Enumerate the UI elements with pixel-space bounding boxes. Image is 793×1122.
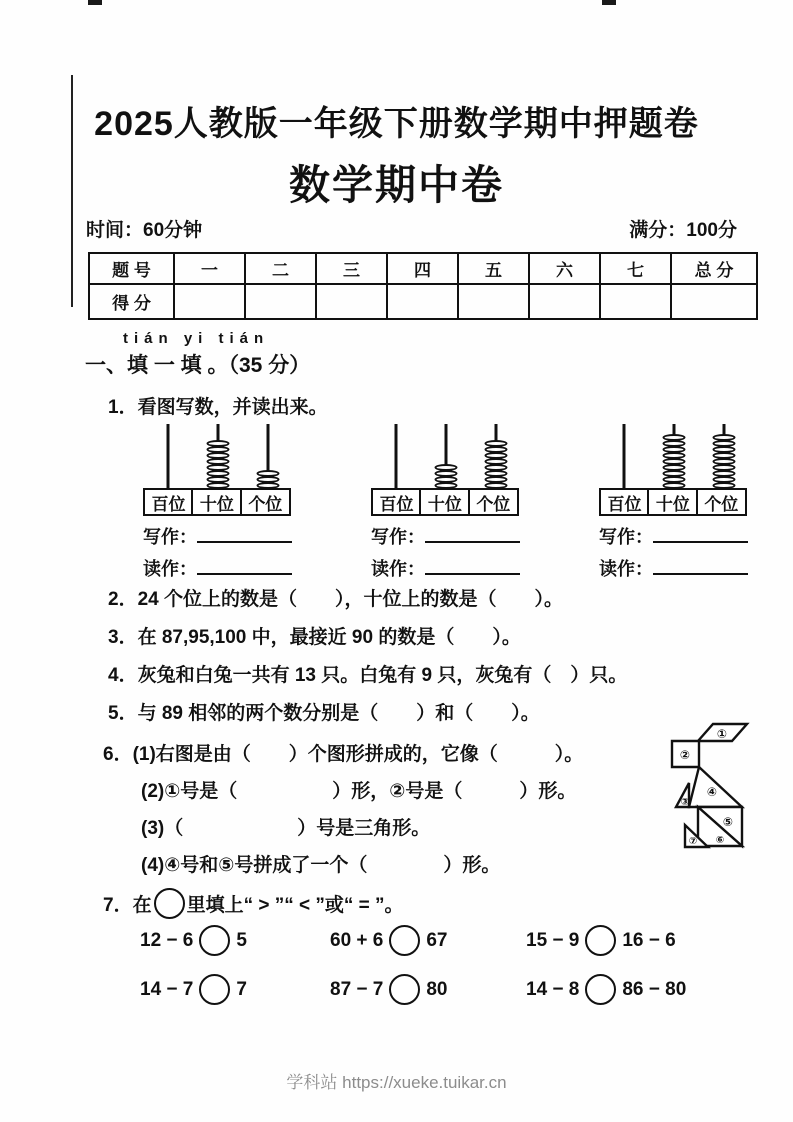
write-as-line <box>371 523 523 548</box>
compare-circle <box>389 925 420 956</box>
question-7 <box>103 888 404 919</box>
bead-stack <box>713 435 736 489</box>
score-table-score-row <box>89 284 757 319</box>
section-one-title: 一、填 一 填 。（35 分） <box>85 354 311 377</box>
piece-label-3: ③ <box>680 797 690 808</box>
abacus-rod <box>193 424 243 488</box>
compare-circle <box>585 974 616 1005</box>
compare-circle <box>199 974 230 1005</box>
abacus-rod <box>143 424 193 488</box>
rod-line <box>395 424 398 490</box>
score-row-label: 得 分 <box>89 284 174 319</box>
piece-label-4: ④ <box>706 785 718 799</box>
abacus-rod <box>699 424 749 488</box>
rod-line <box>623 424 626 490</box>
read-as-label: 读作： <box>371 559 425 579</box>
piece-label-1: ① <box>716 727 728 741</box>
read-as-line <box>143 555 295 580</box>
rod-line <box>167 424 170 490</box>
question-6 <box>103 736 583 884</box>
compare-circle <box>199 925 230 956</box>
write-as-line <box>599 523 751 548</box>
right-expression: 80 <box>426 978 448 1000</box>
hundreds-label: 百位 <box>371 488 422 516</box>
piece-label-2: ② <box>679 748 691 762</box>
right-expression: 7 <box>236 978 247 1000</box>
question-4: 4．灰兔和白兔一共有 13 只。白兔有 9 只，灰兔有（ ）只。 <box>108 665 628 686</box>
paper-subtitle: 数学期中卷 <box>289 162 504 208</box>
write-answer-blank <box>653 524 748 543</box>
bead-stack <box>207 441 230 489</box>
score-cell <box>387 284 458 319</box>
abacus-rod <box>243 424 293 488</box>
question-1-text: 1．看图写数，并读出来。 <box>108 397 328 418</box>
exam-meta-row <box>86 215 737 242</box>
comparison-item <box>526 974 773 1005</box>
ones-label: 个位 <box>468 488 519 516</box>
comparison-item <box>526 925 773 956</box>
score-cell <box>458 284 529 319</box>
abacus-row <box>85 424 763 580</box>
ones-label: 个位 <box>696 488 747 516</box>
left-expression: 14 − 8 <box>526 978 580 1000</box>
read-answer-blank <box>197 556 292 575</box>
compare-circle <box>389 974 420 1005</box>
time-limit: 时间：60分钟 <box>86 220 203 241</box>
piece-label-5: ⑤ <box>722 815 734 829</box>
abacus-rod <box>471 424 521 488</box>
abacus-rod <box>371 424 421 488</box>
left-expression: 60 + 6 <box>330 929 384 951</box>
watermark-footer: 学科站 https://xueke.tuikar.cn <box>286 1073 507 1092</box>
score-table <box>88 252 758 320</box>
paper-title: 2025人教版一年级下册数学期中押题卷 <box>94 105 699 143</box>
comparison-item <box>330 925 526 956</box>
question-6-line-3: (3)（ ）号是三角形。 <box>141 818 431 839</box>
place-value-labels <box>371 488 523 516</box>
scan-mark <box>88 0 102 5</box>
comparison-item <box>140 925 330 956</box>
right-expression: 67 <box>426 929 448 951</box>
write-as-label: 写作： <box>599 527 653 547</box>
compare-circle <box>154 888 185 919</box>
bead-stack <box>663 435 686 489</box>
score-header-cell: 一 <box>174 253 245 284</box>
read-as-label: 读作： <box>143 559 197 579</box>
tens-label: 十位 <box>419 488 470 516</box>
abacus-rod <box>599 424 649 488</box>
read-answer-blank <box>653 556 748 575</box>
score-cell <box>529 284 600 319</box>
read-as-label: 读作： <box>599 559 653 579</box>
write-as-label: 写作： <box>143 527 197 547</box>
question-7-suffix: 里填上“ > ”“ < ”或“ = ”。 <box>186 895 404 916</box>
score-header-cell: 五 <box>458 253 529 284</box>
ones-label: 个位 <box>240 488 291 516</box>
right-expression: 86 − 80 <box>622 978 687 1000</box>
read-as-line <box>371 555 523 580</box>
left-expression: 87 − 7 <box>330 978 384 1000</box>
score-table-header-row <box>89 253 757 284</box>
abacus-rods <box>599 424 751 488</box>
right-expression: 5 <box>236 929 247 951</box>
tangram-figure <box>645 710 763 878</box>
score-header-cell: 题 号 <box>89 253 174 284</box>
left-expression: 14 − 7 <box>140 978 194 1000</box>
question-3: 3．在 87,95,100 中，最接近 90 的数是（ ）。 <box>108 627 521 648</box>
abacus-rods <box>371 424 523 488</box>
place-value-labels <box>599 488 751 516</box>
question-6-line-1: 6．(1)右图是由（ ）个图形拼成的，它像（ ）。 <box>103 744 584 765</box>
score-header-cell: 六 <box>529 253 600 284</box>
full-score: 满分：100分 <box>629 220 737 241</box>
score-header-cell: 三 <box>316 253 387 284</box>
abacus-figure-3 <box>599 424 751 580</box>
bead-stack <box>435 465 458 489</box>
scan-mark <box>602 0 616 5</box>
score-header-cell: 二 <box>245 253 316 284</box>
abacus-rods <box>143 424 295 488</box>
section-pinyin: tián yi tián <box>123 330 270 347</box>
write-answer-blank <box>425 524 520 543</box>
tens-label: 十位 <box>647 488 698 516</box>
score-header-cell: 总 分 <box>671 253 757 284</box>
score-cell <box>600 284 671 319</box>
abacus-rod <box>649 424 699 488</box>
question-2: 2．24 个位上的数是（ ），十位上的数是（ ）。 <box>108 589 563 610</box>
left-expression: 12 − 6 <box>140 929 194 951</box>
write-as-line <box>143 523 295 548</box>
write-as-label: 写作： <box>371 527 425 547</box>
bead-stack <box>257 471 280 489</box>
right-expression: 16 − 6 <box>622 929 676 951</box>
bead-stack <box>485 441 508 489</box>
score-header-cell: 七 <box>600 253 671 284</box>
left-expression: 15 − 9 <box>526 929 580 951</box>
compare-circle <box>585 925 616 956</box>
question-6-line-4: (4)④号和⑤号拼成了一个（ ）形。 <box>141 855 501 876</box>
score-header-cell: 四 <box>387 253 458 284</box>
hundreds-label: 百位 <box>143 488 194 516</box>
question-7-prefix: 7．在 <box>103 895 152 916</box>
question-5: 5．与 89 相邻的两个数分别是（ ）和（ ）。 <box>108 703 540 724</box>
score-cell <box>671 284 757 319</box>
score-cell <box>245 284 316 319</box>
score-cell <box>174 284 245 319</box>
write-answer-blank <box>197 524 292 543</box>
comparison-row-2 <box>85 974 773 1005</box>
tens-label: 十位 <box>191 488 242 516</box>
score-cell <box>316 284 387 319</box>
hundreds-label: 百位 <box>599 488 650 516</box>
question-6-line-2: (2)①号是（ ）形，②号是（ ）形。 <box>141 781 577 802</box>
read-answer-blank <box>425 556 520 575</box>
abacus-figure-1 <box>143 424 295 580</box>
abacus-rod <box>421 424 471 488</box>
read-as-line <box>599 555 751 580</box>
abacus-figure-2 <box>371 424 523 580</box>
place-value-labels <box>143 488 295 516</box>
comparison-item <box>330 974 526 1005</box>
comparison-item <box>140 974 330 1005</box>
piece-label-6: ⑥ <box>715 835 725 846</box>
comparison-row-1 <box>85 925 773 956</box>
piece-label-7: ⑦ <box>688 836 698 847</box>
